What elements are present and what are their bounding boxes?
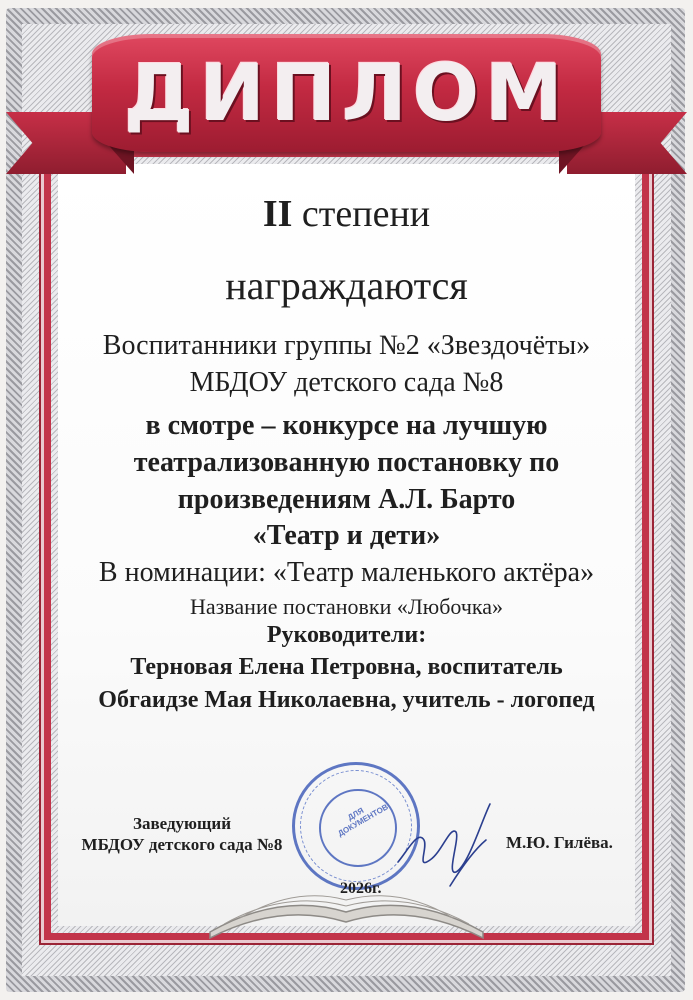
leaders-heading: Руководители: [266,622,427,648]
leader-item: Терновая Елена Петровна, воспитатель [130,654,563,680]
handwritten-signature [390,790,500,900]
recipients-line-1: Воспитанники группы №2 «Звездочёты» [102,330,591,361]
diploma-title: ДИПЛОМ [124,49,569,139]
contest-line-2: театрализованную постановку по [133,447,560,478]
contest-line-1: в смотре – конкурсе на лучшую [145,410,548,441]
contest-line-3: произведениям А.Л. Барто [177,484,516,515]
contest-line-4: «Театр и дети» [252,520,441,551]
diploma-year: 2026г. [340,880,382,897]
position-line-2: МБДОУ детского сада №8 [81,835,283,854]
signatory-name: М.Ю. Гилёва. [506,833,613,852]
awarded-heading: награждаются [225,263,468,308]
position-line-1: Заведующий [132,814,231,833]
signatory-position [72,813,292,855]
recipients-line-2: МБДОУ детского сада №8 [189,367,504,398]
nomination-line: В номинации: «Театр маленького актёра» [98,557,595,588]
leader-item: Обгаидзе Мая Николаевна, учитель - логопед [98,687,595,713]
degree-word: степени [301,193,431,235]
degree-roman: II [262,193,293,235]
production-name: Название постановки «Любочка» [189,594,504,619]
degree-line [0,192,693,236]
stamp-center-text: ДЛЯ ДОКУМЕНТОВ [336,802,390,839]
